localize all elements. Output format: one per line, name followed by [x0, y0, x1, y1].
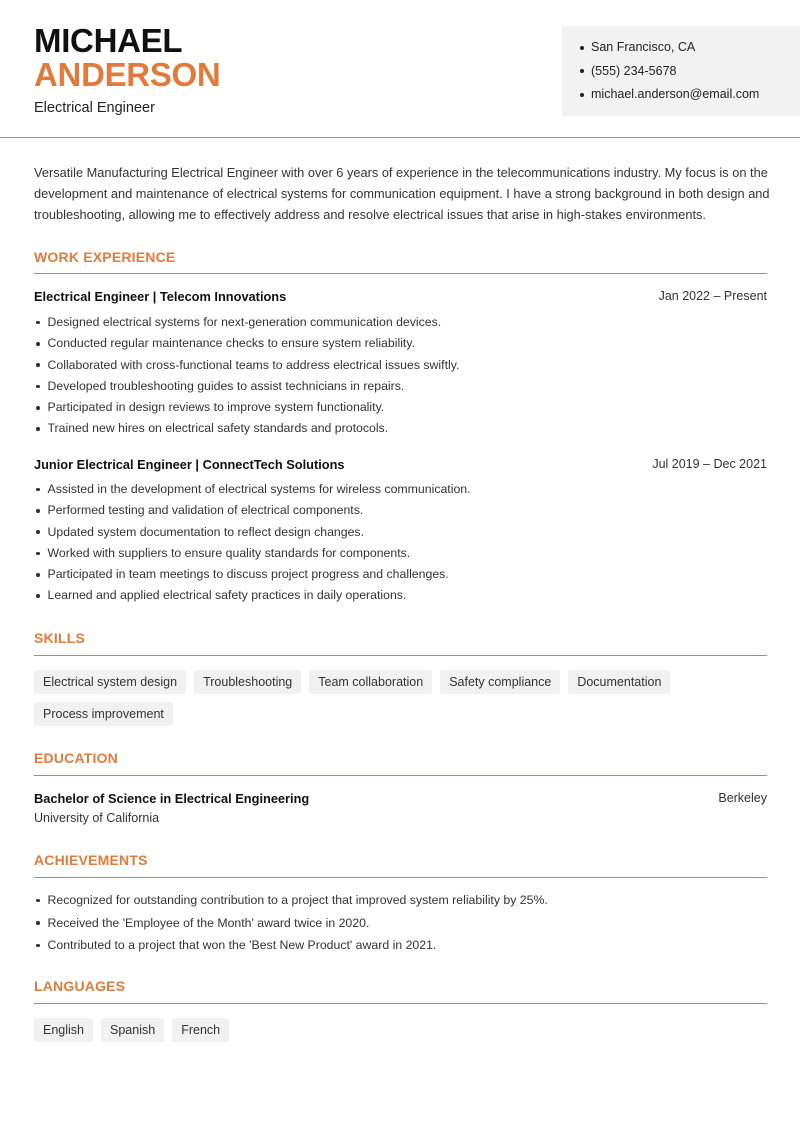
- section-divider: [34, 1003, 767, 1004]
- list-item: [34, 418, 767, 439]
- bullet-icon: [36, 573, 40, 577]
- language-chip: English: [34, 1018, 93, 1042]
- education-header: [34, 791, 767, 806]
- skill-chip: Safety compliance: [440, 670, 560, 694]
- location-text: San Francisco, CA: [591, 40, 696, 55]
- bullet-icon: [36, 899, 40, 903]
- list-item: [34, 312, 767, 333]
- contact-box: [562, 26, 800, 116]
- bullet-text: Collaborated with cross-functional teams to address electrical issues swiftly.: [47, 357, 460, 372]
- bullet-text: Assisted in the development of electrical systems for wireless communication.: [47, 482, 471, 496]
- language-chip: French: [172, 1018, 229, 1042]
- list-item: [34, 355, 767, 376]
- section-title-achievements: ACHIEVEMENTS: [34, 852, 148, 868]
- degree: Bachelor of Science in Electrical Engineering: [34, 791, 310, 806]
- section-divider: [34, 273, 767, 274]
- last-name: ANDERSON: [34, 56, 221, 93]
- contact-location: [580, 36, 800, 60]
- bullet-icon: [36, 406, 40, 410]
- skill-chip: Process improvement: [34, 702, 173, 726]
- section-title-education: EDUCATION: [34, 750, 118, 766]
- list-item: [34, 333, 767, 354]
- bullet-text: Updated system documentation to reflect design changes.: [47, 524, 364, 539]
- bullet-icon: [36, 921, 40, 925]
- bullet-text: Learned and applied electrical safety practices in daily operations.: [47, 588, 407, 603]
- email-text: michael.anderson@email.com: [591, 87, 760, 102]
- section-divider: [34, 775, 767, 776]
- section-title-skills: SKILLS: [34, 630, 85, 646]
- job-title: Electrical Engineer: [34, 100, 155, 116]
- section-title-work: WORK EXPERIENCE: [34, 249, 176, 265]
- list-item: [34, 500, 767, 521]
- list-item: [34, 522, 767, 543]
- language-chip: Spanish: [101, 1018, 164, 1042]
- first-name: MICHAEL: [34, 22, 183, 59]
- bullet-icon: [36, 530, 40, 534]
- contact-phone: [580, 60, 800, 84]
- section-title-languages: LANGUAGES: [34, 978, 126, 994]
- list-item: [34, 585, 767, 606]
- skill-chip: Team collaboration: [309, 670, 432, 694]
- bullet-icon: [36, 944, 40, 948]
- bullet-icon: [36, 427, 40, 431]
- bullet-text: Performed testing and validation of electrical components.: [47, 503, 364, 518]
- bullet-text: Trained new hires on electrical safety standards and protocols.: [47, 421, 389, 436]
- bullet-icon: [580, 93, 584, 97]
- bullet-text: Designed electrical systems for next-generation communication devices.: [47, 315, 442, 329]
- achievement-text: Received the 'Employee of the Month' award twice in 2020.: [47, 915, 370, 930]
- bullet-icon: [580, 46, 584, 50]
- education-location: Berkeley: [718, 791, 767, 805]
- bullet-text: Worked with suppliers to ensure quality standards for components.: [47, 545, 411, 560]
- school-name: University of California: [34, 811, 160, 825]
- job-role: Electrical Engineer | Telecom Innovations: [34, 289, 287, 304]
- bullet-icon: [36, 363, 40, 367]
- summary-paragraph: Versatile Manufacturing Electrical Engineer with over 6 years of experience in the telecommunications industry. My focus is on the development and maintenance of electrical systems for communication equipment. I have a strong background in both design and troubleshooting, allowing me to effectively address and resolve electrical issues that arise in high-stakes environments.: [34, 165, 770, 222]
- job-header: [34, 457, 767, 472]
- bullet-icon: [36, 552, 40, 556]
- list-item: [34, 376, 767, 397]
- bullet-text: Participated in team meetings to discuss project progress and challenges.: [47, 567, 449, 582]
- bullet-text: Participated in design reviews to improve system functionality.: [47, 400, 385, 415]
- job-bullets: [34, 479, 767, 607]
- job-header: [34, 289, 767, 304]
- achievements-list: [34, 889, 767, 957]
- list-item: [34, 543, 767, 564]
- bullet-icon: [36, 488, 40, 492]
- achievement-text: Contributed to a project that won the 'Best New Product' award in 2021.: [47, 938, 437, 952]
- section-divider: [34, 655, 767, 656]
- bullet-text: Conducted regular maintenance checks to ensure system reliability.: [47, 336, 415, 351]
- bullet-icon: [580, 69, 584, 73]
- phone-text: (555) 234-5678: [591, 63, 677, 78]
- achievement-text: Recognized for outstanding contribution to a project that improved system reliability by 25%.: [47, 893, 548, 907]
- job-bullets: [34, 312, 767, 440]
- list-item: [34, 479, 767, 500]
- skill-chip: Troubleshooting: [194, 670, 301, 694]
- job-role: Junior Electrical Engineer | ConnectTech Solutions: [34, 457, 345, 472]
- resume-header: [0, 0, 800, 138]
- skill-chip: Electrical system design: [34, 670, 186, 694]
- skills-list: [34, 670, 774, 726]
- bullet-icon: [36, 321, 40, 325]
- languages-list: [34, 1018, 774, 1042]
- bullet-text: Developed troubleshooting guides to assist technicians in repairs.: [47, 378, 405, 393]
- skill-chip: Documentation: [568, 670, 670, 694]
- job-dates: Jan 2022 – Present: [658, 289, 767, 303]
- bullet-icon: [36, 385, 40, 389]
- list-item: [34, 934, 767, 957]
- list-item: [34, 564, 767, 585]
- bullet-icon: [36, 509, 40, 513]
- list-item: [34, 397, 767, 418]
- bullet-icon: [36, 342, 40, 346]
- section-divider: [34, 877, 767, 878]
- contact-email: [580, 83, 800, 107]
- job-dates: Jul 2019 – Dec 2021: [652, 457, 767, 471]
- list-item: [34, 889, 767, 912]
- list-item: [34, 912, 767, 935]
- bullet-icon: [36, 594, 40, 598]
